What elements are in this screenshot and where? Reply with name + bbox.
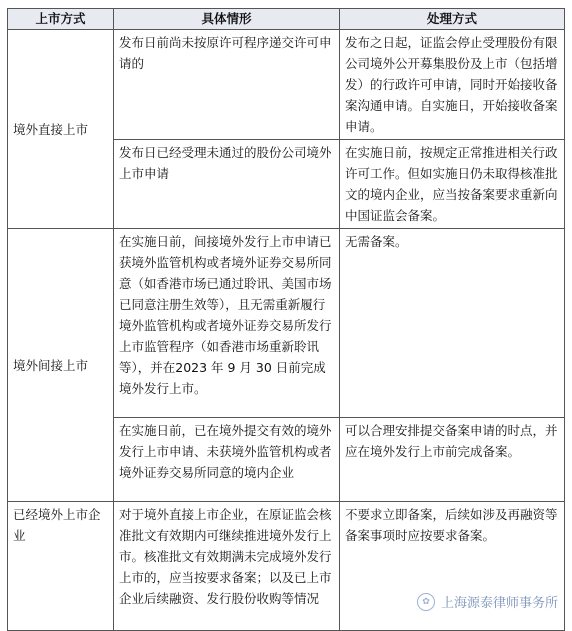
watermark-text: 上海源泰律师事务所	[440, 596, 558, 611]
table-row	[8, 502, 565, 631]
header-handling: 处理方式	[340, 9, 565, 30]
table-row	[8, 229, 565, 418]
category-indirect-listing: 境外间接上市	[8, 229, 114, 502]
situation-cell: 发布日前尚未按原许可程序递交许可申请的	[114, 30, 340, 140]
handling-cell: 发布之日起，证监会停止受理股份有限公司境外公开募集股份及上市（包括增发）的行政许可申请，同时开始接收备案沟通申请。自实施日，开始接收备案申请。	[340, 30, 565, 140]
category-direct-listing: 境外直接上市	[8, 30, 114, 229]
handling-cell: 无需备案。	[340, 229, 565, 418]
header-situation: 具体情形	[114, 9, 340, 30]
handling-cell: 在实施日前，按规定正常推进相关行政许可工作。但如实施日仍未取得核准批文的境内企业，应当按备案要求重新向中国证监会备案。	[340, 140, 565, 229]
handling-cell: 不要求立即备案，后续如涉及再融资等备案事项时应按要求备案。	[340, 502, 565, 631]
situation-cell: 在实施日前，已在境外提交有效的境外发行上市申请、未获境外监管机构或者境外证券交易所同意的境内企业	[114, 418, 340, 502]
situation-cell: 在实施日前，间接境外发行上市申请已获境外监管机构或者境外证券交易所同意（如香港市场已通过聆讯、美国市场已同意注册生效等），且无需重新履行境外监管机构或者境外证券交易所发行上市监管程序（如香港市场重新聆讯等），并在2023 年 9 月 30 日前完成境外发行上市。	[114, 229, 340, 418]
situation-cell: 对于境外直接上市企业，在原证监会核准批文有效期内可继续推进境外发行上市。核准批文有效期满未完成境外发行上市的，应当按要求备案；以及已上市企业后续融资、发行股份收购等情况	[114, 502, 340, 631]
header-listing-method: 上市方式	[8, 9, 114, 30]
category-listed-enterprises: 已经境外上市企业	[8, 502, 114, 631]
listing-regulation-table	[7, 8, 565, 631]
handling-cell: 可以合理安排提交备案申请的时点，并应在境外发行上市前完成备案。	[340, 418, 565, 502]
table-header-row	[8, 9, 565, 30]
table-row	[8, 30, 565, 140]
watermark	[417, 592, 558, 611]
law-firm-logo-icon: ✿	[417, 593, 435, 611]
situation-cell: 发布日已经受理未通过的股份公司境外上市申请	[114, 140, 340, 229]
